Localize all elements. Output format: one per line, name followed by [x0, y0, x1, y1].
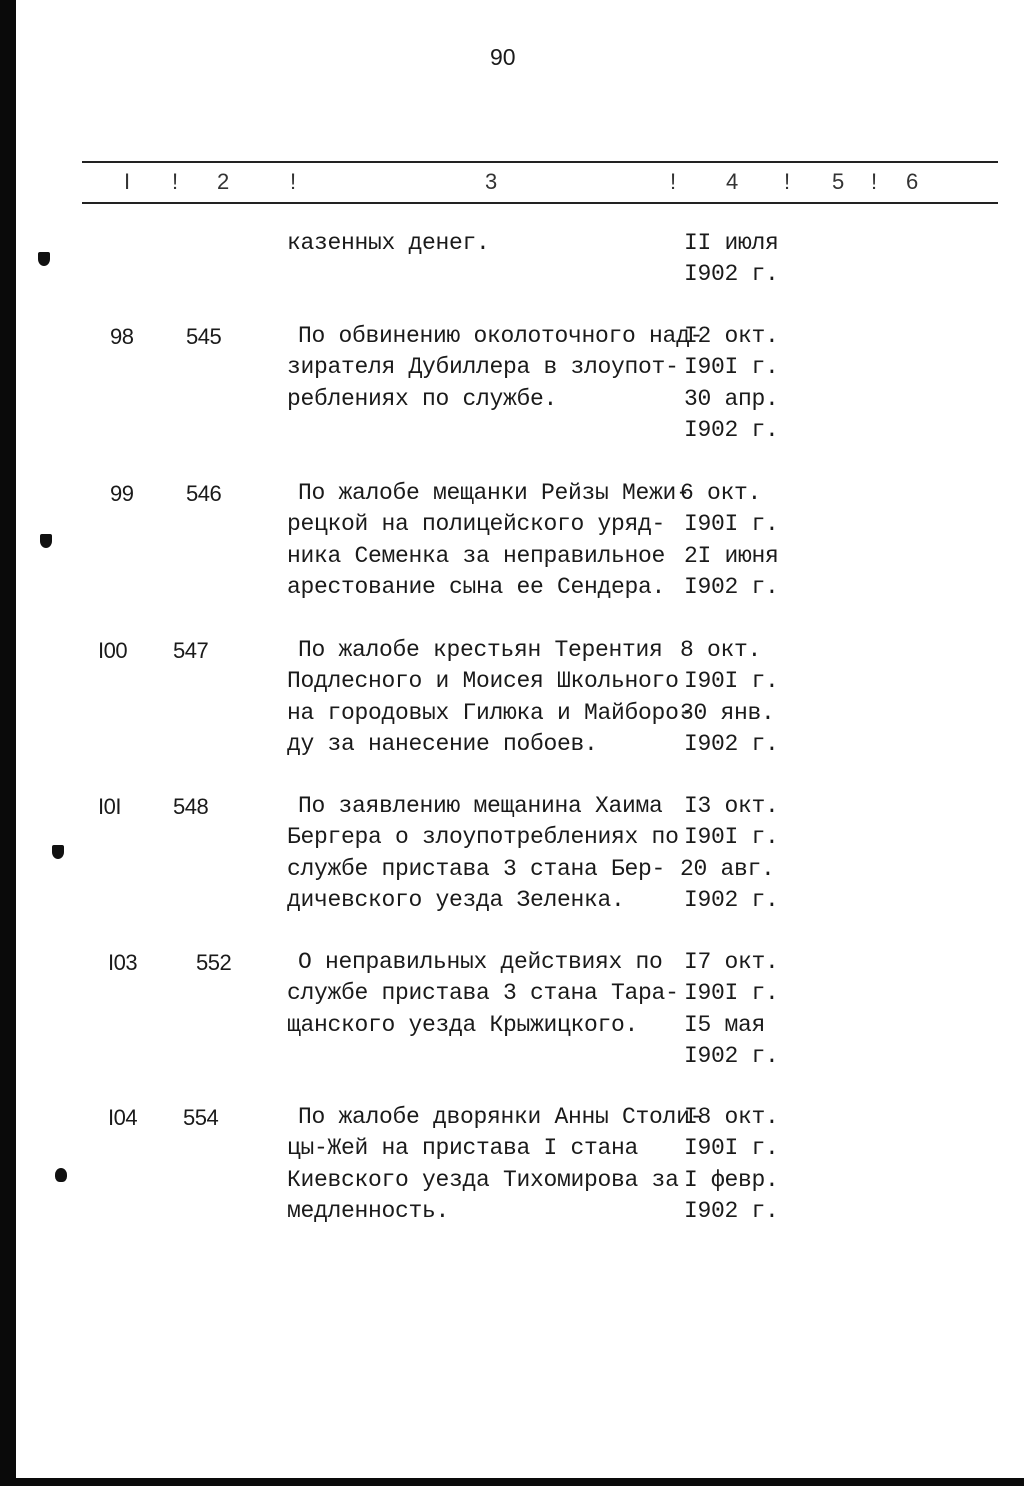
date-line: I90I г. [684, 511, 779, 537]
description-line: По заявлению мещанина Хаима [298, 793, 663, 819]
description-line: цы-Жей на пристава I стана [287, 1135, 639, 1161]
date-line: I90I г. [684, 1135, 779, 1161]
entry-number: 98 [110, 324, 134, 349]
date-line: I902 г. [684, 887, 779, 913]
case-number: 548 [173, 794, 209, 819]
header-rule-bottom [82, 202, 998, 204]
header-col-5: 5 [832, 169, 845, 194]
date-line: I902 г. [684, 417, 779, 443]
date-line: I902 г. [684, 261, 779, 287]
header-separator: ! [784, 169, 791, 194]
header-col-1: I [124, 169, 131, 194]
date-line: 30 апр. [684, 386, 779, 412]
date-line: I7 окт. [684, 949, 779, 975]
date-line: 20 авг. [680, 856, 775, 882]
description-line: реблениях по службе. [287, 386, 558, 412]
header-separator: ! [871, 169, 878, 194]
header-col-6: 6 [906, 169, 919, 194]
date-line: I2 окт. [684, 323, 779, 349]
header-rule-top [82, 161, 998, 163]
case-number: 552 [196, 950, 232, 975]
binding-hole-mark [38, 252, 50, 266]
date-line: I8 окт. [684, 1104, 779, 1130]
date-line: I90I г. [684, 354, 779, 380]
case-number: 547 [173, 638, 209, 663]
case-number: 546 [186, 481, 222, 506]
date-line: I3 окт. [684, 793, 779, 819]
date-line: 2I июня [684, 543, 779, 569]
description-line: ника Семенка за неправильное [287, 543, 666, 569]
page-number: 90 [490, 44, 516, 70]
description-line: дичевского уезда Зеленка. [287, 887, 625, 913]
description-line: По жалобе дворянки Анны Столи- [298, 1104, 704, 1130]
date-line: 8 окт. [680, 637, 762, 663]
description-line: По обвинению околоточного над- [298, 323, 704, 349]
description-line: Подлесного и Моисея Школьного [287, 668, 679, 694]
description-line: рецкой на полицейского уряд- [287, 511, 666, 537]
binding-hole-mark [55, 1168, 67, 1182]
date-line: 6 окт. [680, 480, 762, 506]
header-col-4: 4 [726, 169, 739, 194]
case-number: 545 [186, 324, 222, 349]
header-col-2: 2 [217, 169, 230, 194]
entry-number: I04 [108, 1105, 138, 1130]
entry-number: I03 [108, 950, 138, 975]
description-line: арестование сына ее Сендера. [287, 574, 666, 600]
description-line: По жалобе мещанки Рейзы Межи- [298, 480, 690, 506]
date-line: I902 г. [684, 731, 779, 757]
date-line: I5 мая [684, 1012, 766, 1038]
description-line: службе пристава 3 стана Тара- [287, 980, 679, 1006]
description-line: О неправильных действиях по [298, 949, 663, 975]
description-line: щанского уезда Крыжицкого. [287, 1012, 639, 1038]
scan-bottom-edge [0, 1478, 1024, 1486]
entry-number: 99 [110, 481, 134, 506]
date-line: 30 янв. [680, 700, 775, 726]
binding-hole-mark [40, 534, 52, 548]
entry-number: I0I [98, 794, 121, 819]
description-line: зирателя Дубиллера в злоупот- [287, 354, 679, 380]
header-col-3: 3 [485, 169, 498, 194]
description-line: на городовых Гилюка и Майборо- [287, 700, 693, 726]
header-separator: ! [290, 169, 297, 194]
case-number: 554 [183, 1105, 219, 1130]
date-line: I902 г. [684, 1043, 779, 1069]
date-line: I90I г. [684, 980, 779, 1006]
date-line: I90I г. [684, 824, 779, 850]
date-line: I90I г. [684, 668, 779, 694]
description-line: медленность. [287, 1198, 450, 1224]
binding-hole-mark [52, 845, 64, 859]
description-line: службе пристава 3 стана Бер- [287, 856, 666, 882]
description-line: Киевского уезда Тихомирова за [287, 1167, 679, 1193]
entry-number: I00 [98, 638, 128, 663]
description-line: По жалобе крестьян Терентия [298, 637, 663, 663]
date-line: II июля [684, 230, 779, 256]
date-line: I902 г. [684, 1198, 779, 1224]
header-separator: ! [670, 169, 677, 194]
scan-left-edge [0, 0, 16, 1486]
description-line: казенных денег. [287, 230, 490, 256]
date-line: I902 г. [684, 574, 779, 600]
description-line: Бергера о злоупотреблениях по [287, 824, 679, 850]
description-line: ду за нанесение побоев. [287, 731, 598, 757]
date-line: I февр. [684, 1167, 779, 1193]
header-separator: ! [172, 169, 179, 194]
